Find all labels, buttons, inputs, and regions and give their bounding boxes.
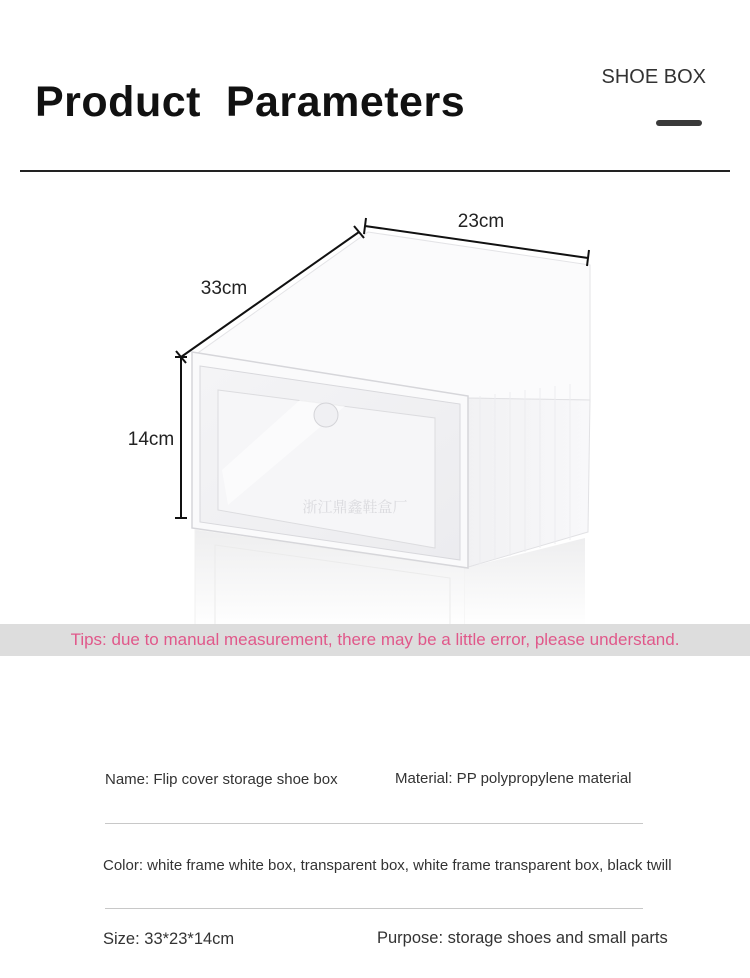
height-dimension <box>175 357 187 518</box>
subtitle-underline <box>656 120 702 126</box>
height-label: 14cm <box>127 429 175 450</box>
shoe-box-diagram <box>0 190 750 630</box>
spec-color: Color: white frame white box, transparent box, white frame transparent box, black twill <box>103 857 672 874</box>
spec-size: Size: 33*23*14cm <box>103 930 235 948</box>
product-category: SHOE BOX <box>601 66 706 88</box>
spec-divider <box>105 823 643 824</box>
depth-label: 33cm <box>200 278 248 299</box>
header-divider <box>20 170 730 172</box>
watermark-text: 浙江鼎鑫鞋盒厂 <box>302 498 408 516</box>
width-label: 23cm <box>457 211 505 232</box>
spec-divider <box>105 908 643 909</box>
spec-purpose: Purpose: storage shoes and small parts <box>377 929 668 947</box>
tips-text: Tips: due to manual measurement, there may be a little error, please understand. <box>70 630 680 649</box>
shoe-box <box>192 232 590 568</box>
spec-name: Name: Flip cover storage shoe box <box>105 771 338 788</box>
spec-material: Material: PP polypropylene material <box>395 770 632 787</box>
page-title: Product Parameters <box>35 78 466 126</box>
